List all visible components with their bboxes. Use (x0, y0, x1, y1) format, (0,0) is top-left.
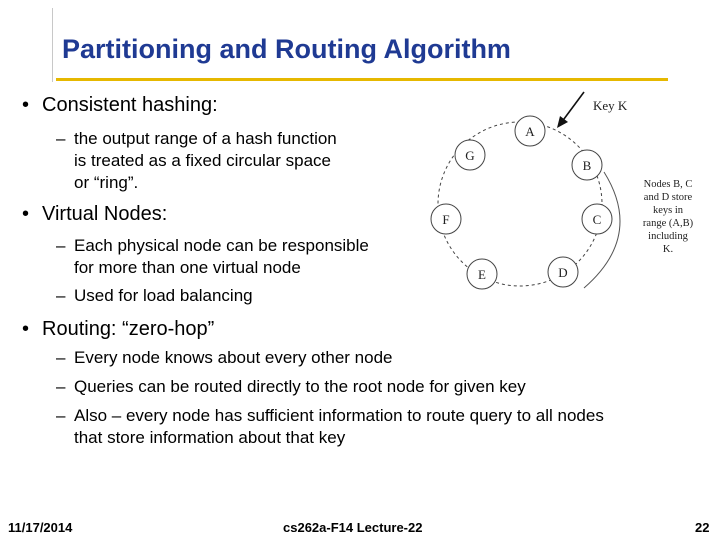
sub-bullet-line: or “ring”. (74, 173, 139, 192)
sub-bullet-responsible (56, 235, 369, 279)
sub-bullet-load-balancing (56, 285, 253, 307)
slide-title: Partitioning and Routing Algorithm (62, 34, 511, 64)
sub-bullet-sufficient-info (56, 405, 604, 449)
sub-bullet-line: Used for load balancing (74, 286, 253, 305)
bullet-virtual-nodes (22, 203, 167, 226)
sub-bullet-dash: – (56, 236, 66, 255)
ring-node-e (467, 259, 497, 289)
ring-node-label: G (465, 148, 475, 163)
bullet-text: Consistent hashing: (42, 94, 218, 116)
key-arrowhead (557, 116, 568, 128)
sub-bullet-queries (56, 376, 526, 398)
sub-bullet-line: Each physical node can be responsible (74, 236, 369, 255)
sub-bullet-dash: – (56, 286, 66, 305)
sub-bullet-line: Every node knows about every other node (74, 348, 393, 367)
bullet-dot: • (22, 318, 30, 340)
sub-bullet-dash: – (56, 377, 66, 396)
ring-node-g (455, 140, 485, 170)
range-note-line: Nodes B, C (643, 179, 693, 190)
bullet-text: Routing: “zero-hop” (42, 318, 215, 340)
ring-node-a (515, 116, 545, 146)
range-note-line: K. (662, 244, 674, 255)
range-note-line: range (A,B) (642, 218, 694, 229)
ring-node-b (572, 150, 602, 180)
ring-node-label: C (592, 212, 602, 227)
range-note-line: keys in (652, 205, 684, 216)
bullet-text: Virtual Nodes: (42, 203, 168, 225)
sub-bullet-dash: – (56, 406, 66, 425)
sub-bullet-line: is treated as a fixed circular space (74, 151, 332, 170)
footer-page-number: 22 (695, 520, 710, 535)
sub-bullet-line: the output range of a hash function (74, 129, 337, 148)
range-note-line: including (648, 231, 688, 242)
bullet-dot: • (22, 94, 30, 116)
key-label: Key K (593, 98, 628, 113)
bullet-dot: • (22, 203, 30, 225)
sub-bullet-hash-ring (56, 128, 337, 194)
footer-date: 11/17/2014 (8, 520, 73, 535)
sub-bullet-dash: – (56, 348, 66, 367)
footer-course: cs262a-F14 Lecture-22 (283, 520, 423, 535)
consistent-hashing-ring-diagram (420, 88, 720, 298)
ring-node-label: A (525, 124, 535, 139)
ring-node-label: B (582, 158, 592, 173)
title-vertical-rule (52, 8, 53, 82)
sub-bullet-every-node (56, 347, 392, 369)
ring-node-label: E (478, 267, 486, 282)
sub-bullet-dash: – (56, 129, 66, 148)
title-underline (56, 78, 668, 81)
sub-bullet-line: for more than one virtual node (74, 258, 301, 277)
ring-node-label: F (442, 212, 450, 227)
bullet-routing (22, 318, 214, 341)
ring-node-f (431, 204, 461, 234)
ring-node-c (582, 204, 612, 234)
sub-bullet-line: Also – every node has sufficient information to route query to all nodes (74, 406, 604, 425)
ring-node-label: D (558, 265, 568, 280)
ring-node-d (548, 257, 578, 287)
range-note (643, 179, 694, 255)
bullet-consistent-hashing (22, 94, 218, 117)
sub-bullet-line: that store information about that key (74, 428, 346, 447)
sub-bullet-line: Queries can be routed directly to the root node for given key (74, 377, 526, 396)
range-note-line: and D store (643, 192, 693, 203)
key-arrow (561, 92, 584, 123)
